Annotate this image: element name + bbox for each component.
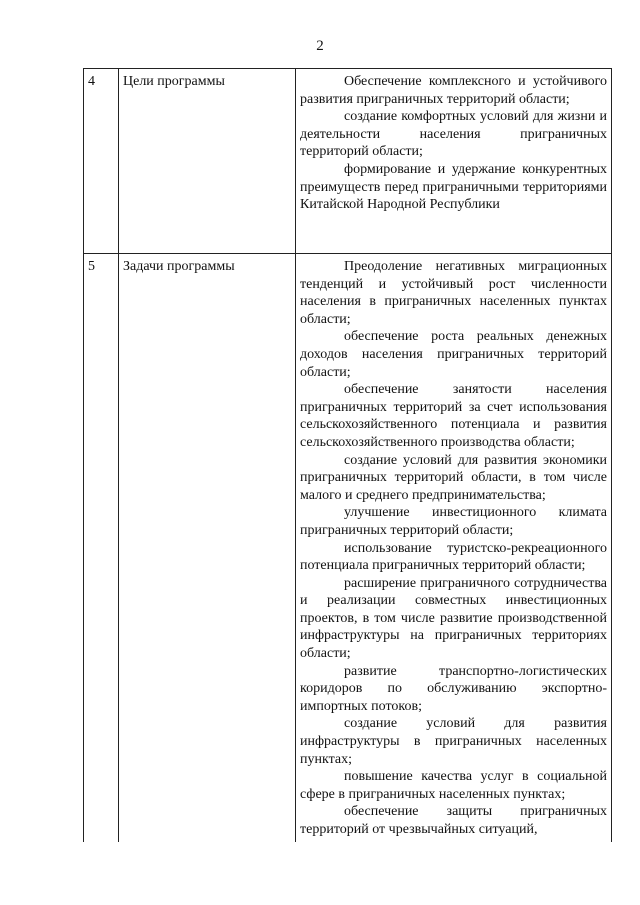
task-paragraph: улучшение инвестиционного климата приграничных территорий области; <box>300 505 607 538</box>
goal-paragraph: формирование и удержание конкурентных преимуществ перед приграничными территориями Китайской Народной Республики <box>300 161 607 213</box>
task-paragraph: развитие транспортно-логистических коридоров по обслуживанию экспортно-импортных потоков; <box>300 663 607 714</box>
task-paragraph: повышение качества услуг в социальной сфере в приграничных населенных пунктах; <box>300 769 607 802</box>
goal-paragraph: создание комфортных условий для жизни и деятельности населения приграничных территорий области; <box>300 109 607 160</box>
task-paragraph: обеспечение занятости населения приграничных территорий за счет использования сельскохозяйственного потенциала и развития сельскохозяйственного производства области; <box>300 382 607 450</box>
task-paragraph: создание условий для развития экономики приграничных территорий области, в том числе малого и среднего предпринимательства; <box>300 452 607 503</box>
task-paragraph: обеспечение защиты приграничных территорий от чрезвычайных ситуаций, <box>300 804 607 837</box>
row-title: Цели программы <box>119 69 296 254</box>
table-row-goals <box>84 69 612 254</box>
task-paragraph: расширение приграничного сотрудничества и реализации совместных инвестиционных проектов, в том числе развитие производственной инфраструктуры на приграничных территориях области; <box>300 575 607 662</box>
row-number: 4 <box>84 69 119 254</box>
task-paragraph: создание условий для развития инфраструктуры в приграничных населенных пунктах; <box>300 716 607 767</box>
row-content-goals <box>296 69 612 254</box>
row-title: Задачи программы <box>119 254 296 843</box>
row-number: 5 <box>84 254 119 843</box>
page-number: 2 <box>316 38 324 54</box>
program-passport-table <box>83 68 612 842</box>
task-paragraph: использование туристско-рекреационного потенциала приграничных территорий области; <box>300 540 607 574</box>
table-row-tasks <box>84 254 612 843</box>
goal-paragraph: Обеспечение комплексного и устойчивого развития приграничных территорий области; <box>300 74 607 107</box>
row-content-tasks <box>296 254 612 843</box>
task-paragraph: Преодоление негативных миграционных тенденций и устойчивый рост численности населения в приграничных населенных пунктах области; <box>300 259 607 327</box>
task-paragraph: обеспечение роста реальных денежных доходов населения приграничных территорий области; <box>300 329 607 380</box>
